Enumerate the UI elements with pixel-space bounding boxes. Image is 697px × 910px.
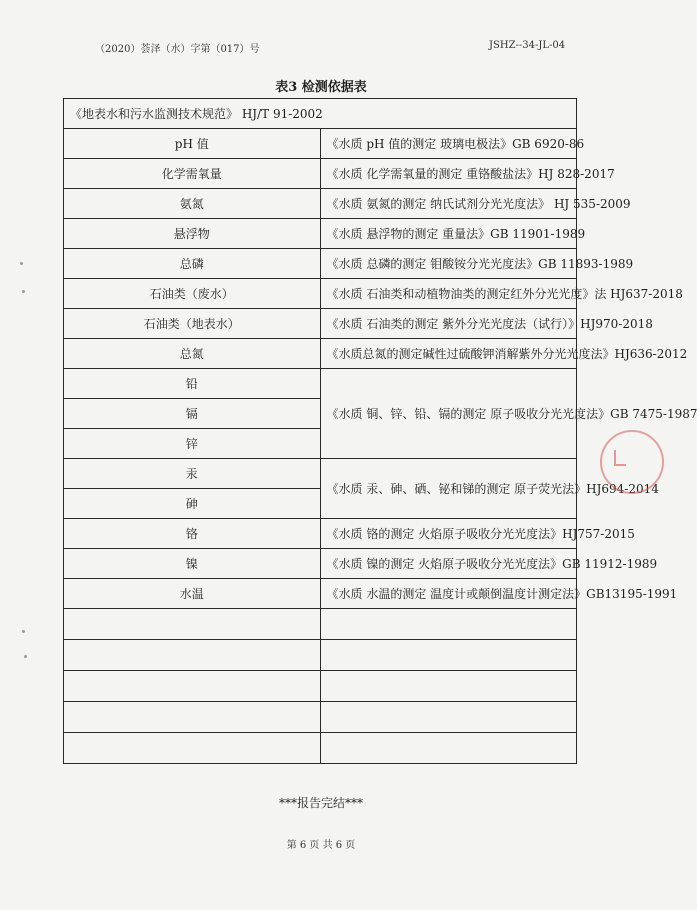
form-code: JSHZ--34-JL-04 xyxy=(489,40,566,51)
item-cell: 总氮 xyxy=(64,339,321,369)
scan-speck xyxy=(22,630,25,633)
item-cell: 总磷 xyxy=(64,249,321,279)
table-row xyxy=(64,549,577,579)
table-row xyxy=(64,339,577,369)
scan-speck xyxy=(20,262,23,265)
standard-cell: 《水质 石油类和动植物油类的测定红外分光光度》法 HJ637-2018 xyxy=(320,279,577,309)
page-number: 第 6 页 共 6 页 xyxy=(286,840,356,851)
empty-row xyxy=(64,733,577,764)
empty-row xyxy=(64,609,577,640)
table-row xyxy=(64,459,577,489)
table-row xyxy=(64,519,577,549)
item-cell: 石油类（地表水） xyxy=(64,309,321,339)
empty-cell xyxy=(64,733,321,764)
scan-speck xyxy=(24,655,27,658)
item-cell: 铅 xyxy=(64,369,321,399)
table-row xyxy=(64,309,577,339)
standard-cell: 《水质 铬的测定 火焰原子吸收分光光度法》HJ757-2015 xyxy=(320,519,577,549)
empty-row xyxy=(64,640,577,671)
table-title: 表3 检测依据表 xyxy=(275,80,367,95)
empty-cell xyxy=(320,609,577,640)
standard-cell: 《水质 汞、砷、硒、铋和锑的测定 原子荧光法》HJ694-2014 xyxy=(320,459,577,519)
seal-mark xyxy=(614,450,626,466)
empty-cell xyxy=(64,640,321,671)
empty-cell xyxy=(64,609,321,640)
standard-cell: 《水质 悬浮物的测定 重量法》GB 11901-1989 xyxy=(320,219,577,249)
scan-speck xyxy=(22,290,25,293)
doc-number: （2020）荟泽（水）字第（017）号 xyxy=(95,44,260,55)
item-cell: 铬 xyxy=(64,519,321,549)
item-cell: pH 值 xyxy=(64,129,321,159)
item-cell: 汞 xyxy=(64,459,321,489)
standard-cell: 《水质 氨氮的测定 纳氏试剂分光光度法》 HJ 535-2009 xyxy=(320,189,577,219)
item-cell: 石油类（废水） xyxy=(64,279,321,309)
standard-cell: 《水质 石油类的测定 紫外分光光度法（试行）》HJ970-2018 xyxy=(320,309,577,339)
table-heading-row xyxy=(64,99,577,129)
item-cell: 水温 xyxy=(64,579,321,609)
empty-row xyxy=(64,702,577,733)
table-row xyxy=(64,159,577,189)
standard-cell: 《水质 pH 值的测定 玻璃电极法》GB 6920-86 xyxy=(320,129,577,159)
seal-stamp xyxy=(600,430,664,494)
item-cell: 砷 xyxy=(64,489,321,519)
item-cell: 悬浮物 xyxy=(64,219,321,249)
table-row xyxy=(64,279,577,309)
empty-cell xyxy=(320,702,577,733)
standard-cell: 《水质 镍的测定 火焰原子吸收分光光度法》GB 11912-1989 xyxy=(320,549,577,579)
standard-cell: 《水质 铜、锌、铅、镉的测定 原子吸收分光光度法》GB 7475-1987 xyxy=(320,369,577,459)
table-row xyxy=(64,189,577,219)
empty-row xyxy=(64,671,577,702)
item-cell: 氨氮 xyxy=(64,189,321,219)
item-cell: 化学需氧量 xyxy=(64,159,321,189)
empty-cell xyxy=(64,671,321,702)
empty-cell xyxy=(320,733,577,764)
table-row xyxy=(64,579,577,609)
empty-cell xyxy=(64,702,321,733)
table-row xyxy=(64,249,577,279)
standard-cell: 《水质 总磷的测定 钼酸铵分光光度法》GB 11893-1989 xyxy=(320,249,577,279)
table-heading: 《地表水和污水监测技术规范》 HJ/T 91-2002 xyxy=(64,99,577,129)
empty-cell xyxy=(320,640,577,671)
report-end-marker: ***报告完结*** xyxy=(278,796,363,810)
standard-cell: 《水质总氮的测定碱性过硫酸钾消解紫外分光光度法》HJ636-2012 xyxy=(320,339,577,369)
table-row xyxy=(64,369,577,399)
test-basis-table xyxy=(63,98,697,764)
item-cell: 锌 xyxy=(64,429,321,459)
item-cell: 镉 xyxy=(64,399,321,429)
empty-cell xyxy=(320,671,577,702)
item-cell: 镍 xyxy=(64,549,321,579)
table-row xyxy=(64,129,577,159)
standard-cell: 《水质 水温的测定 温度计或颠倒温度计测定法》GB13195-1991 xyxy=(320,579,577,609)
table-row xyxy=(64,219,577,249)
standard-cell: 《水质 化学需氧量的测定 重铬酸盐法》HJ 828-2017 xyxy=(320,159,577,189)
